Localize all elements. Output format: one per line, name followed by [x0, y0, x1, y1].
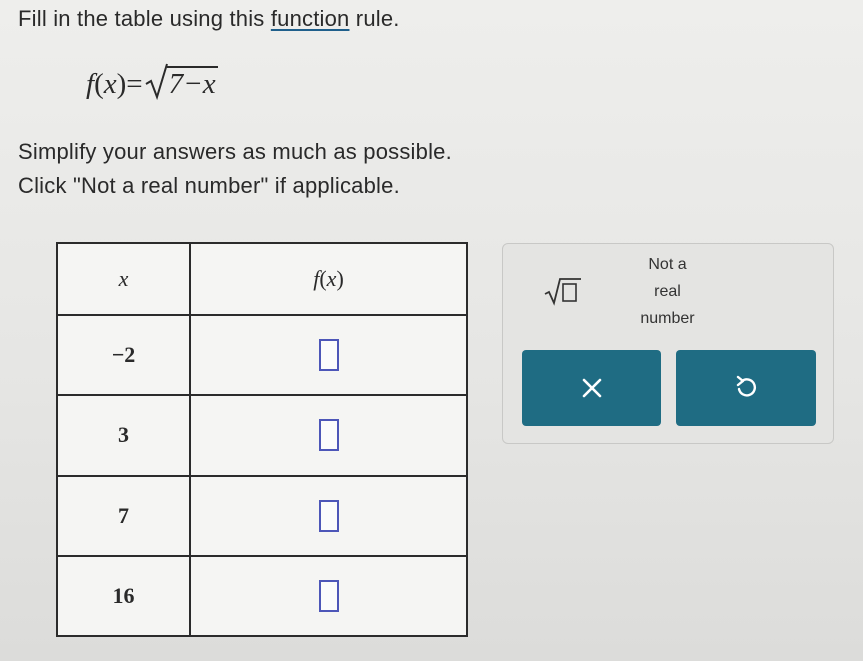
header-fx-fn: f	[313, 266, 320, 291]
header-fx-open: (	[319, 266, 327, 291]
function-rule	[86, 66, 218, 101]
header-x: x	[57, 243, 190, 315]
table-row	[57, 476, 467, 556]
clear-button[interactable]	[522, 350, 661, 426]
header-fx-close: )	[336, 266, 344, 291]
function-link[interactable]: function	[270, 6, 350, 31]
instruction-line-3: Click "Not a real number" if applicable.	[18, 173, 400, 198]
undo-icon	[734, 375, 758, 401]
x-value: −2	[57, 315, 190, 395]
not-real-label-line-1: Not a	[648, 255, 687, 273]
table-row	[57, 556, 467, 636]
table-row	[57, 395, 467, 475]
header-fx	[190, 243, 467, 315]
answer-input[interactable]	[319, 339, 339, 371]
formula-var: x	[103, 68, 117, 100]
not-real-label-line-2: real	[654, 282, 681, 300]
answer-input[interactable]	[319, 580, 339, 612]
formula-equals: =	[126, 68, 143, 100]
square-root	[145, 66, 218, 101]
undo-button[interactable]	[676, 350, 816, 426]
x-value: 7	[57, 476, 190, 556]
table-header-row	[57, 243, 467, 315]
radicand: 7−x	[168, 68, 216, 100]
x-icon	[581, 377, 603, 399]
not-a-real-number-button[interactable]	[615, 252, 720, 330]
fx-cell	[190, 395, 467, 475]
radical-sign-icon	[145, 62, 169, 100]
fx-cell	[190, 556, 467, 636]
instruction-line-2: Simplify your answers as much as possible.	[18, 139, 452, 164]
square-root-button[interactable]	[515, 252, 610, 330]
header-fx-var: x	[326, 266, 337, 291]
fx-cell	[190, 476, 467, 556]
not-real-label-line-3: number	[640, 309, 695, 327]
table-row	[57, 315, 467, 395]
formula-paren-close: )	[116, 68, 127, 100]
instruction-text-end: rule.	[349, 6, 400, 31]
instruction-line-1	[18, 6, 400, 32]
formula-paren-open: (	[94, 68, 104, 100]
instruction-text: Fill in the table using this	[18, 6, 271, 31]
answer-input[interactable]	[319, 419, 339, 451]
formula-fn: f	[86, 68, 95, 100]
answer-input[interactable]	[319, 500, 339, 532]
function-table	[56, 242, 468, 637]
fx-cell	[190, 315, 467, 395]
square-root-icon	[543, 276, 583, 306]
x-value: 16	[57, 556, 190, 636]
x-value: 3	[57, 395, 190, 475]
